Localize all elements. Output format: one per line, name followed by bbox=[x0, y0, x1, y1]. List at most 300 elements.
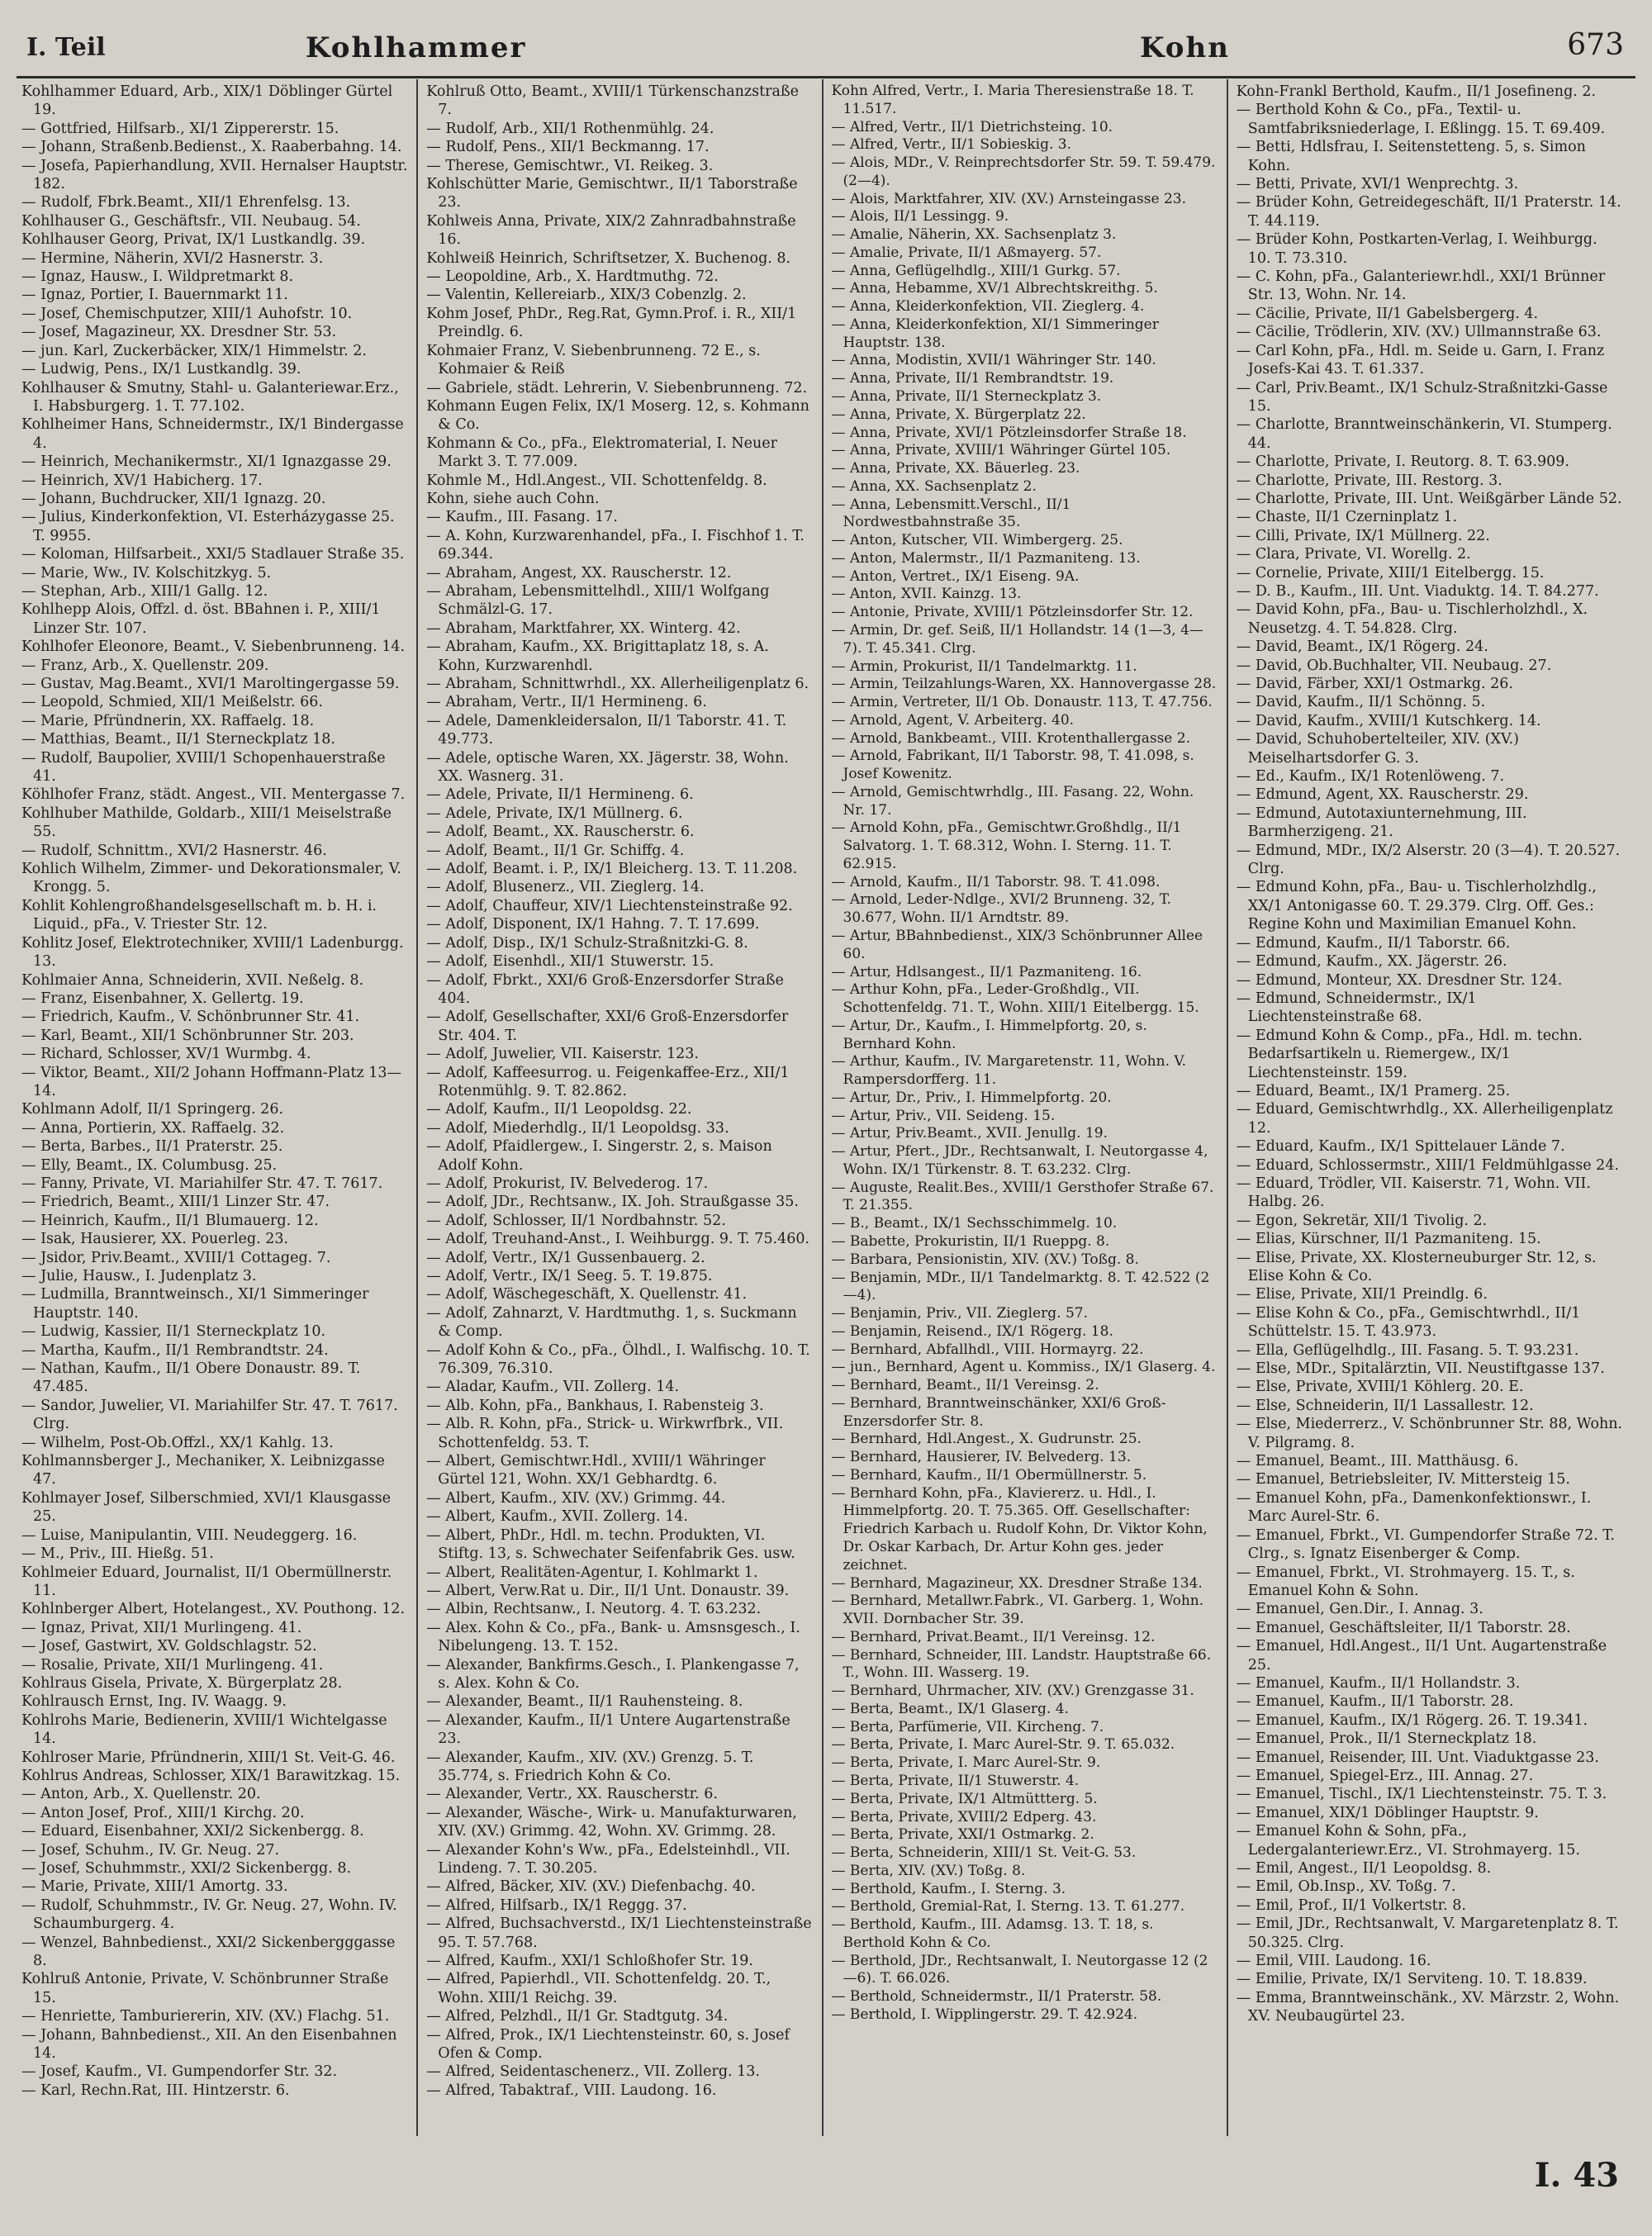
directory-entry: — Berta, Private, I. Marc Aurel-Str. 9. bbox=[831, 1754, 1101, 1772]
directory-entry: — Rudolf, Schnittm., XVI/2 Hasnerstr. 46. bbox=[21, 842, 327, 859]
directory-entry: — Alfred, Hilfsarb., IX/1 Reggg. 37. bbox=[426, 1897, 687, 1914]
directory-entry: — Berta, Private, XXI/1 Ostmarkg. 2. bbox=[831, 1826, 1094, 1844]
directory-entry: — Emanuel, Kaufm., II/1 Hollandstr. 3. bbox=[1236, 1674, 1521, 1692]
directory-entry: — Luise, Manipulantin, VIII. Neudeggerg. 16. bbox=[21, 1526, 358, 1544]
directory-entry: — Anna, Geflügelhdlg., XIII/1 Gurkg. 57. bbox=[831, 262, 1121, 279]
directory-entry: — Karl, Beamt., XII/1 Schönbrunner Str. 203. bbox=[21, 1027, 354, 1044]
directory-entry: — Julius, Kinderkonfektion, VI. Esterházygasse 25. T. 9955. bbox=[21, 509, 395, 544]
directory-entry: — Adolf, Juwelier, VII. Kaiserstr. 123. bbox=[426, 1046, 699, 1063]
directory-entry: — Charlotte, Branntweinschänkerin, VI. Stumperg. 44. bbox=[1236, 416, 1612, 452]
directory-entry: — Albert, Gemischtwr.Hdl., XVIII/1 Währinger Gürtel 121, Wohn. XX/1 Gebhardtg. 6. bbox=[426, 1453, 766, 1488]
directory-entry: — jun. Karl, Zuckerbäcker, XIX/1 Himmelstr. 2. bbox=[21, 342, 367, 359]
directory-entry: — Antonie, Private, XVIII/1 Pötzleinsdorfer Str. 12. bbox=[831, 604, 1194, 621]
left-running-head: Kohlhammer bbox=[306, 31, 527, 64]
directory-entry: — Emanuel, XIX/1 Döblinger Hauptstr. 9. bbox=[1236, 1804, 1539, 1821]
directory-entry: — Heinrich, Mechanikermstr., XI/1 Ignazgasse 29. bbox=[21, 453, 392, 471]
directory-entry: — Berta, XIV. (XV.) Toßg. 8. bbox=[831, 1862, 1026, 1879]
directory-columns bbox=[17, 79, 1631, 2136]
directory-entry: — Edmund Kohn & Comp., pFa., Hdl. m. techn. Bedarfsartikeln u. Riemergew., IX/1 Liechtensteinstr. 159. bbox=[1236, 1027, 1583, 1081]
directory-entry: — Richard, Schlosser, XV/1 Wurmbg. 4. bbox=[21, 1046, 311, 1063]
directory-entry: — Edmund, Monteur, XX. Dresdner Str. 124. bbox=[1236, 971, 1563, 989]
column-1 bbox=[17, 79, 416, 2136]
directory-entry: — Anna, Private, II/1 Rembrandtstr. 19. bbox=[831, 370, 1114, 387]
directory-entry: — Anna, Portierin, XX. Raffaelg. 32. bbox=[21, 1119, 285, 1137]
directory-entry: — B., Beamt., IX/1 Sechsschimmelg. 10. bbox=[831, 1215, 1118, 1232]
directory-entry: — Julie, Hausw., I. Judenplatz 3. bbox=[21, 1268, 257, 1284]
directory-entry: — Rudolf, Fbrk.Beamt., XII/1 Ehrenfelsg. 13. bbox=[21, 194, 351, 211]
directory-entry: — Armin, Dr. gef. Seiß, II/1 Hollandstr. 14 (1—3, 4—7). T. 45.341. Clrg. bbox=[831, 621, 1203, 657]
right-running-head: Kohn bbox=[1140, 31, 1230, 64]
directory-entry: — Artur, Pfert., JDr., Rechtsanwalt, I. Neutorgasse 4, Wohn. IX/1 Türkenstr. 8. T. 63.232. Clrg. bbox=[831, 1143, 1208, 1178]
directory-entry: — Armin, Prokurist, II/1 Tandelmarktg. 11. bbox=[831, 658, 1137, 675]
directory-entry: — Alfred, Papierhdl., VII. Schottenfeldg. 20. T., Wohn. XIII/1 Reichg. 39. bbox=[426, 1971, 771, 2006]
directory-entry: — Anna, Lebensmitt.Verschl., II/1 Nordwestbahnstraße 35. bbox=[831, 496, 1071, 531]
directory-entry: — Alfred, Kaufm., XXI/1 Schloßhofer Str. 19. bbox=[426, 1953, 753, 1970]
directory-entry: — David, Ob.Buchhalter, VII. Neubaug. 27. bbox=[1236, 657, 1552, 674]
directory-entry: — David, Schuhobertelteiler, XIV. (XV.) Meiselhartsdorfer G. 3. bbox=[1236, 731, 1519, 767]
directory-entry: — Clara, Private, VI. Worellg. 2. bbox=[1236, 546, 1471, 563]
directory-entry: — Berta, Beamt., IX/1 Glaserg. 4. bbox=[831, 1700, 1069, 1717]
directory-entry: — Berthold Kohn & Co., pFa., Textil- u. Samtfabriksniederlage, I. Eßlingg. 15. T. 69.409. bbox=[1236, 102, 1606, 137]
directory-entry: — Adele, Damenkleidersalon, II/1 Taborstr. 41. T. 49.773. bbox=[426, 712, 787, 748]
directory-entry: — Rudolf, Schuhmmstr., IV. Gr. Neug. 27, Wohn. IV. Schaumburgerg. 4. bbox=[21, 1897, 397, 1933]
directory-entry: — Chaste, II/1 Czerninplatz 1. bbox=[1236, 509, 1458, 526]
directory-entry: — Ludmilla, Branntweinsch., XI/1 Simmeringer Hauptstr. 140. bbox=[21, 1286, 369, 1322]
directory-entry: — Adolf, Beamt., II/1 Gr. Schiffg. 4. bbox=[426, 842, 685, 859]
directory-entry: — Kaufm., III. Fasang. 17. bbox=[426, 509, 618, 526]
directory-entry: — Viktor, Beamt., XII/2 Johann Hoffmann-Platz 13—14. bbox=[21, 1064, 402, 1099]
directory-entry: Kohmann Eugen Felix, IX/1 Moserg. 12, s. Kohmann & Co. bbox=[426, 397, 809, 434]
directory-entry: Kohlmeier Eduard, Journalist, II/1 Obermüllnerstr. 11. bbox=[21, 1564, 392, 1599]
directory-entry: — Benjamin, MDr., II/1 Tandelmarktg. 8. T. 42.522 (2—4). bbox=[831, 1269, 1210, 1304]
directory-entry: Kohn Alfred, Vertr., I. Maria Theresienstraße 18. T. 11.517. bbox=[831, 83, 1194, 117]
directory-entry: Kohmaier Franz, V. Siebenbrunneng. 72 E., s. Kohmaier & Reiß bbox=[426, 342, 761, 378]
directory-entry: Kohlnberger Albert, Hotelangest., XV. Pouthong. 12. bbox=[21, 1601, 406, 1618]
directory-entry: — Charlotte, Private, III. Unt. Weißgärber Lände 52. bbox=[1236, 490, 1622, 507]
directory-entry: — Adolf, Beamt. i. P., IX/1 Bleicherg. 13. T. 11.208. bbox=[426, 861, 798, 878]
directory-entry: — Emanuel, Fbrkt., VI. Gumpendorfer Straße 72. T. Clrg., s. Ignatz Eisenberger & Comp. bbox=[1236, 1526, 1615, 1563]
directory-entry: Kohlmayer Josef, Silberschmied, XVI/1 Klausgasse 25. bbox=[21, 1489, 392, 1526]
directory-entry: — Else, Private, XVIII/1 Köhlerg. 20. E. bbox=[1236, 1379, 1524, 1396]
directory-entry: — Eduard, Schlossermstr., XIII/1 Feldmühlgasse 24. bbox=[1236, 1156, 1620, 1174]
directory-entry: — Albert, PhDr., Hdl. m. techn. Produkten, VI. Stiftg. 13, s. Schwechater Seifenfabrik Ges. usw. bbox=[426, 1526, 795, 1563]
directory-entry: — Berta, Private, I. Marc Aurel-Str. 9. T. 65.032. bbox=[831, 1736, 1175, 1754]
directory-entry: — Friedrich, Beamt., XIII/1 Linzer Str. 47. bbox=[21, 1194, 330, 1211]
directory-entry: — Albert, Kaufm., XIV. (XV.) Grimmg. 44. bbox=[426, 1489, 726, 1507]
directory-entry: — Anna, Private, II/1 Sterneckplatz 3. bbox=[831, 388, 1102, 406]
directory-entry: — Friedrich, Kaufm., V. Schönbrunner Str. 41. bbox=[21, 1009, 360, 1026]
directory-entry: — Emilie, Private, IX/1 Serviteng. 10. T. 18.839. bbox=[1236, 1971, 1588, 1988]
directory-entry: Kohlruß Otto, Beamt., XVIII/1 Türkenschanzstraße 7. bbox=[426, 83, 799, 119]
directory-entry: — Anton, XVII. Kainzg. 13. bbox=[831, 586, 1022, 603]
directory-entry: — Adolf, Blusenerz., VII. Zieglerg. 14. bbox=[426, 879, 705, 896]
directory-entry: — Berthold, Schneidermstr., II/1 Praterstr. 58. bbox=[831, 1988, 1162, 2006]
directory-entry: — Artur, Hdlsangest., II/1 Pazmaniteng. 16. bbox=[831, 963, 1142, 980]
directory-entry: Köhlhofer Franz, städt. Angest., VII. Mentergasse 7. bbox=[21, 786, 406, 804]
directory-entry: — Arnold, Bankbeamt., VIII. Krotenthallergasse 2. bbox=[831, 729, 1190, 747]
directory-entry: — Benjamin, Priv., VII. Zieglerg. 57. bbox=[831, 1305, 1088, 1322]
directory-entry: — Adolf, Prokurist, IV. Belvederog. 17. bbox=[426, 1175, 709, 1192]
directory-entry: — Adolf, Treuhand-Anst., I. Weihburgg. 9. T. 75.460. bbox=[426, 1231, 810, 1248]
directory-entry: — Bernhard, Kaufm., II/1 Obermüllnerstr. 5. bbox=[831, 1466, 1147, 1484]
directory-entry: Kohlhofer Eleonore, Beamt., V. Siebenbrunneng. 14. bbox=[21, 639, 406, 656]
directory-entry: — Abraham, Kaufm., XX. Brigittaplatz 18, s. A. Kohn, Kurzwarenhdl. bbox=[426, 639, 769, 674]
directory-entry: — Alfred, Bäcker, XIV. (XV.) Diefenbachg. 40. bbox=[426, 1878, 756, 1896]
directory-entry: — Amalie, Private, II/1 Aßmayerg. 57. bbox=[831, 244, 1102, 261]
directory-entry: — Stephan, Arb., XIII/1 Gallg. 12. bbox=[21, 582, 268, 600]
directory-entry: — Anton, Arb., X. Quellenstr. 20. bbox=[21, 1786, 261, 1803]
directory-entry: — Abraham, Vertr., II/1 Hermineng. 6. bbox=[426, 694, 707, 711]
directory-entry: — Emanuel, Betriebsleiter, IV. Mittersteig 15. bbox=[1236, 1471, 1570, 1488]
directory-entry: — Leopoldine, Arb., X. Hardtmuthg. 72. bbox=[426, 268, 719, 286]
directory-entry: Kohlmann Adolf, II/1 Springerg. 26. bbox=[21, 1101, 284, 1118]
directory-entry: — Cäcilie, Trödlerin, XIV. (XV.) Ullmannstraße 63. bbox=[1236, 324, 1602, 341]
directory-entry: — Nathan, Kaufm., II/1 Obere Donaustr. 89. T. 47.485. bbox=[21, 1360, 361, 1396]
directory-entry: — Heinrich, Kaufm., II/1 Blumauerg. 12. bbox=[21, 1212, 319, 1229]
directory-entry: — Berta, Schneiderin, XIII/1 St. Veit-G. 53. bbox=[831, 1844, 1137, 1862]
directory-entry: — Edmund, Schneidermstr., IX/1 Liechtensteinstraße 68. bbox=[1236, 990, 1477, 1026]
directory-entry: — Arnold, Leder-Ndlge., XVI/2 Brunneng. 32, T. 30.677, Wohn. II/1 Arndtstr. 89. bbox=[831, 891, 1172, 927]
directory-entry: — David, Kaufm., XVIII/1 Kutschkerg. 14. bbox=[1236, 712, 1541, 729]
directory-entry: — Egon, Sekretär, XII/1 Tivolig. 2. bbox=[1236, 1212, 1488, 1229]
directory-entry: — Artur, BBahnbedienst., XIX/3 Schönbrunner Allee 60. bbox=[831, 927, 1203, 962]
directory-entry: — Betti, Private, XVI/1 Wenprechtg. 3. bbox=[1236, 176, 1519, 193]
directory-entry: — Bernhard, Branntweinschänker, XXI/6 Groß-Enzersdorfer Str. 8. bbox=[831, 1394, 1166, 1430]
directory-entry: — Gottfried, Hilfsarb., XI/1 Zippererstr. 15. bbox=[21, 120, 339, 137]
directory-entry: — Adolf, Eisenhdl., XII/1 Stuwerstr. 15. bbox=[426, 953, 714, 971]
directory-entry: — David, Beamt., IX/1 Rögerg. 24. bbox=[1236, 639, 1488, 656]
directory-entry: — David Kohn, pFa., Bau- u. Tischlerholzhdl., X. Neusetzg. 4. T. 54.828. Clrg. bbox=[1236, 601, 1588, 637]
directory-entry: — Amalie, Näherin, XX. Sachsenplatz 3. bbox=[831, 226, 1117, 244]
directory-entry: Kohlhuber Mathilde, Goldarb., XIII/1 Meiselstraße 55. bbox=[21, 805, 392, 841]
directory-entry: — Abraham, Angest, XX. Rauscherstr. 12. bbox=[426, 564, 732, 582]
directory-entry: — Marie, Pfründnerin, XX. Raffaelg. 18. bbox=[21, 712, 315, 729]
directory-entry: Kohn-Frankl Berthold, Kaufm., II/1 Josefineng. 2. bbox=[1236, 83, 1597, 100]
directory-entry: — Marie, Private, XIII/1 Amortg. 33. bbox=[21, 1878, 288, 1896]
directory-entry: — Emil, Prof., II/1 Volkertstr. 8. bbox=[1236, 1897, 1466, 1914]
directory-entry: — Adolf, Vertr., IX/1 Seeg. 5. T. 19.875. bbox=[426, 1268, 713, 1284]
column-4 bbox=[1227, 79, 1631, 2136]
directory-entry: — Berta, Barbes., II/1 Praterstr. 25. bbox=[21, 1138, 283, 1156]
directory-entry: — Emil, VIII. Laudong. 16. bbox=[1236, 1953, 1431, 1970]
directory-entry: — Emanuel, Geschäftsleiter, II/1 Taborstr. 28. bbox=[1236, 1619, 1571, 1636]
directory-entry: — Alois, II/1 Lessingg. 9. bbox=[831, 208, 1009, 225]
directory-entry: — Gustav, Mag.Beamt., XVI/1 Maroltingergasse 59. bbox=[21, 676, 400, 692]
directory-entry: — Edmund, Autotaxiunternehmung, III. Barmherzigeng. 21. bbox=[1236, 805, 1527, 841]
directory-entry: Kohlhauser G., Geschäftsfr., VII. Neubaug. 54. bbox=[21, 212, 361, 230]
directory-entry: — Matthias, Beamt., II/1 Sterneckplatz 18. bbox=[21, 731, 335, 748]
directory-entry: — Berta, Private, XVIII/2 Edperg. 43. bbox=[831, 1808, 1097, 1825]
directory-entry: — Eduard, Eisenbahner, XXI/2 Sickenbergg. 8. bbox=[21, 1823, 364, 1840]
directory-entry: Kohlweiß Heinrich, Schriftsetzer, X. Buchenog. 8. bbox=[426, 249, 791, 267]
directory-entry: — Henriette, Tamburiererin, XIV. (XV.) Flachg. 51. bbox=[21, 2008, 390, 2025]
directory-entry: — Emanuel, Hdl.Angest., II/1 Unt. Augartenstraße 25. bbox=[1236, 1638, 1607, 1673]
page-number: 673 bbox=[1567, 28, 1624, 62]
directory-entry: Kohlhammer Eduard, Arb., XIX/1 Döblinger Gürtel 19. bbox=[21, 83, 393, 119]
directory-entry: Kohlheimer Hans, Schneidermstr., IX/1 Bindergasse 4. bbox=[21, 416, 404, 452]
directory-entry: — Berthold, Gremial-Rat, I. Sterng. 13. T. 61.277. bbox=[831, 1898, 1185, 1916]
directory-entry: — Adolf, Zahnarzt, V. Hardtmuthg. 1, s. Suckmann & Comp. bbox=[426, 1304, 797, 1341]
directory-entry: — Alfred, Seidentaschenerz., VII. Zollerg. 13. bbox=[426, 2063, 760, 2081]
directory-entry: — Adolf, Schlosser, II/1 Nordbahnstr. 52. bbox=[426, 1212, 726, 1229]
directory-entry: — Anton, Kutscher, VII. Wimbergerg. 25. bbox=[831, 532, 1123, 549]
directory-entry: — Koloman, Hilfsarbeit., XXI/5 Stadlauer Straße 35. bbox=[21, 546, 405, 563]
directory-entry: — Betti, Hdlsfrau, I. Seitenstetteng. 5, s. Simon Kohn. bbox=[1236, 139, 1586, 174]
directory-entry: — Edmund, Kaufm., II/1 Taborstr. 66. bbox=[1236, 934, 1511, 952]
directory-entry: — Adolf, Beamt., XX. Rauscherstr. 6. bbox=[426, 824, 695, 841]
directory-entry: — Emanuel, Tischl., IX/1 Liechtensteinstr. 75. T. 3. bbox=[1236, 1786, 1607, 1803]
directory-entry: — Elias, Kürschner, II/1 Pazmaniteng. 15. bbox=[1236, 1231, 1541, 1248]
directory-entry: — Abraham, Marktfahrer, XX. Winterg. 42. bbox=[426, 620, 741, 637]
directory-entry: — Johann, Buchdrucker, XII/1 Ignazg. 20. bbox=[21, 490, 326, 507]
directory-entry: — Alois, MDr., V. Reinprechtsdorfer Str. 59. T. 59.479. (2—4). bbox=[831, 154, 1216, 189]
directory-entry: — Arnold, Kaufm., II/1 Taborstr. 98. T. 41.098. bbox=[831, 873, 1161, 890]
directory-entry: — Eduard, Beamt., IX/1 Pramerg. 25. bbox=[1236, 1082, 1511, 1099]
directory-entry: — David, Färber, XXI/1 Ostmarkg. 26. bbox=[1236, 676, 1513, 692]
directory-entry: — Carl Kohn, pFa., Hdl. m. Seide u. Garn, I. Franz Josefs-Kai 43. T. 61.337. bbox=[1236, 342, 1605, 378]
directory-entry: Kohmle M., Hdl.Angest., VII. Schottenfeldg. 8. bbox=[426, 472, 767, 489]
directory-entry: — Elly, Beamt., IX. Columbusg. 25. bbox=[21, 1156, 278, 1174]
directory-entry: — Artur, Dr., Kaufm., I. Himmelpfortg. 20, s. Bernhard Kohn. bbox=[831, 1017, 1147, 1052]
directory-entry: Kohlhepp Alois, Offzl. d. öst. BBahnen i. P., XIII/1 Linzer Str. 107. bbox=[21, 601, 381, 637]
directory-entry: — Emma, Branntweinschänk., XV. Märzstr. 2, Wohn. XV. Neubaugürtel 23. bbox=[1236, 1989, 1620, 2025]
directory-entry: — Eduard, Gemischtwrhdlg., XX. Allerheiligenplatz 12. bbox=[1236, 1101, 1613, 1137]
directory-entry: — Ignaz, Portier, I. Bauernmarkt 11. bbox=[21, 287, 288, 304]
directory-entry: — Alb. Kohn, pFa., Bankhaus, I. Rabensteig 3. bbox=[426, 1397, 764, 1414]
directory-entry: — Alex. Kohn & Co., pFa., Bank- u. Amsnsgesch., I. Nibelungeng. 13. T. 152. bbox=[426, 1619, 800, 1655]
directory-entry: — Anna, Private, X. Bürgerplatz 22. bbox=[831, 406, 1086, 423]
directory-entry: Kohlitz Josef, Elektrotechniker, XVIII/1 Ladenburgg. 13. bbox=[21, 934, 404, 971]
directory-entry: — Ella, Geflügelhdlg., III. Fasang. 5. T. 93.231. bbox=[1236, 1341, 1579, 1359]
directory-entry: — Anna, Kleiderkonfektion, VII. Zieglerg. 4. bbox=[831, 298, 1145, 316]
directory-entry: — Alexander, Beamt., II/1 Rauhensteing. 8. bbox=[426, 1693, 743, 1711]
directory-entry: — Adolf, Kaufm., II/1 Leopoldsg. 22. bbox=[426, 1101, 692, 1118]
directory-entry: — Artur, Dr., Priv., I. Himmelpfortg. 20. bbox=[831, 1089, 1112, 1106]
directory-entry: Kohlrohs Marie, Bedienerin, XVIII/1 Wichtelgasse 14. bbox=[21, 1711, 387, 1748]
directory-entry: — Abraham, Schnittwrhdl., XX. Allerheiligenplatz 6. bbox=[426, 676, 809, 692]
directory-entry: — Elise, Private, XX. Klosterneuburger Str. 12, s. Elise Kohn & Co. bbox=[1236, 1249, 1597, 1284]
directory-entry: — Josefa, Papierhandlung, XVII. Hernalser Hauptstr. 182. bbox=[21, 157, 408, 193]
directory-entry: — Berthold, Kaufm., III. Adamsg. 13. T. 18, s. Berthold Kohn & Co. bbox=[831, 1916, 1154, 1951]
directory-entry: — Bernhard, Abfallhdl., VIII. Hormayrg. 22. bbox=[831, 1341, 1144, 1358]
signature-mark: I. 43 bbox=[1534, 2156, 1619, 2195]
directory-entry: Kohlhauser & Smutny, Stahl- u. Galanteriewar.Erz., I. Habsburgerg. 1. T. 77.102. bbox=[21, 379, 399, 415]
directory-entry: — Eduard, Kaufm., IX/1 Spittelauer Lände 7. bbox=[1236, 1138, 1565, 1156]
directory-entry: — Arnold, Agent, V. Arbeiterg. 40. bbox=[831, 711, 1075, 729]
directory-entry: Kohlmannsberger J., Mechaniker, X. Leibnizgasse 47. bbox=[21, 1453, 385, 1488]
directory-entry: — Arthur Kohn, pFa., Leder-Großhdlg., VII. Schottenfeldg. 71. T., Wohn. XIII/1 Eitelbergg. 15. bbox=[831, 981, 1199, 1017]
directory-entry: — Berthold, Kaufm., I. Sterng. 3. bbox=[831, 1880, 1066, 1897]
directory-entry: — Brüder Kohn, Postkarten-Verlag, I. Weihburgg. 10. T. 73.310. bbox=[1236, 231, 1597, 267]
directory-entry: — Berta, Parfümerie, VII. Kircheng. 7. bbox=[831, 1718, 1104, 1735]
directory-entry: — Aladar, Kaufm., VII. Zollerg. 14. bbox=[426, 1379, 680, 1396]
directory-entry: — Adolf, Fbrkt., XXI/6 Groß-Enzersdorfer Straße 404. bbox=[426, 971, 784, 1007]
directory-entry: — Karl, Rechn.Rat, III. Hintzerstr. 6. bbox=[21, 2082, 290, 2099]
directory-entry: — Cilli, Private, IX/1 Müllnerg. 22. bbox=[1236, 527, 1490, 544]
directory-entry: — Emanuel, Spiegel-Erz., III. Annag. 27. bbox=[1236, 1767, 1534, 1784]
directory-entry: — Emanuel, Gen.Dir., I. Annag. 3. bbox=[1236, 1601, 1483, 1618]
directory-entry: — Josef, Gastwirt, XV. Goldschlagstr. 52. bbox=[21, 1638, 317, 1655]
directory-entry: Kohlrausch Ernst, Ing. IV. Waagg. 9. bbox=[21, 1693, 287, 1711]
directory-entry: — Emanuel, Fbrkt., VI. Strohmayerg. 15. T., s. Emanuel Kohn & Sohn. bbox=[1236, 1564, 1575, 1599]
directory-entry: — Elise Kohn & Co., pFa., Gemischtwrhdl., II/1 Schüttelstr. 15. T. 43.973. bbox=[1236, 1304, 1581, 1341]
directory-entry: — Alexander, Vertr., XX. Rauscherstr. 6. bbox=[426, 1786, 718, 1803]
directory-entry: — Berthold, JDr., Rechtsanwalt, I. Neutorgasse 12 (2—6). T. 66.026. bbox=[831, 1952, 1208, 1987]
directory-entry: — Sandor, Juwelier, VI. Mariahilfer Str. 47. T. 7617. Clrg. bbox=[21, 1397, 398, 1433]
directory-entry: — Bernhard, Hausierer, IV. Belvederg. 13. bbox=[831, 1449, 1132, 1466]
directory-entry: — Isak, Hausierer, XX. Pouerleg. 23. bbox=[21, 1231, 289, 1248]
directory-entry: — Arnold Kohn, pFa., Gemischtwr.Großhdlg., II/1 Salvatorg. 1. T. 68.312, Wohn. I. Sterng. 11. T. 62.915. bbox=[831, 819, 1182, 872]
directory-entry: — Anton Josef, Prof., XIII/1 Kirchg. 20. bbox=[21, 1804, 305, 1821]
directory-entry: — Hermine, Näherin, XVI/2 Hasnerstr. 3. bbox=[21, 249, 324, 267]
directory-entry: — Berthold, I. Wipplingerstr. 29. T. 42.924. bbox=[831, 2006, 1138, 2023]
directory-entry: — Bernhard, Magazineur, XX. Dresdner Straße 134. bbox=[831, 1574, 1203, 1592]
directory-entry: — Adolf, Gesellschafter, XXI/6 Groß-Enzersdorfer Str. 404. T. bbox=[426, 1009, 789, 1044]
directory-entry: — Emanuel, Reisender, III. Unt. Viaduktgasse 23. bbox=[1236, 1749, 1599, 1766]
directory-entry: — Franz, Arb., X. Quellenstr. 209. bbox=[21, 657, 269, 674]
directory-entry: — Franz, Eisenbahner, X. Gellertg. 19. bbox=[21, 990, 304, 1007]
directory-entry: — Adolf, Miederhdlg., II/1 Leopoldsg. 33. bbox=[426, 1119, 729, 1137]
directory-entry: Kohlruß Antonie, Private, V. Schönbrunner Straße 15. bbox=[21, 1971, 389, 2006]
directory-entry: — Emanuel, Beamt., III. Matthäusg. 6. bbox=[1236, 1453, 1519, 1470]
directory-entry: — Else, Miederrerz., V. Schönbrunner Str. 88, Wohn. V. Pilgramg. 8. bbox=[1236, 1416, 1623, 1451]
directory-entry: — Emanuel Kohn & Sohn, pFa., Ledergalanteriewr.Erz., VI. Strohmayerg. 15. bbox=[1236, 1823, 1580, 1859]
directory-entry: — Ed., Kaufm., IX/1 Rotenlöweng. 7. bbox=[1236, 768, 1505, 786]
directory-entry: — Abraham, Lebensmittelhdl., XIII/1 Wolfgang Schmälzl-G. 17. bbox=[426, 582, 770, 619]
directory-entry: — Josef, Magazineur, XX. Dresdner Str. 53. bbox=[21, 324, 337, 341]
directory-entry: — Adolf, JDr., Rechtsanw., IX. Joh. Straußgasse 35. bbox=[426, 1194, 799, 1211]
directory-entry: — Rudolf, Pens., XII/1 Beckmanng. 17. bbox=[426, 139, 710, 156]
directory-entry: Kohlhauser Georg, Privat, IX/1 Lustkandlg. 39. bbox=[21, 231, 366, 249]
directory-entry: — Alfred, Vertr., II/1 Sobieskig. 3. bbox=[831, 136, 1072, 154]
directory-entry: — Alfred, Tabaktraf., VIII. Laudong. 16. bbox=[426, 2082, 717, 2099]
directory-entry: — Ludwig, Kassier, II/1 Sterneckplatz 10. bbox=[21, 1323, 326, 1341]
directory-entry: — M., Priv., III. Hießg. 51. bbox=[21, 1545, 214, 1563]
directory-entry: — Armin, Vertreter, II/1 Ob. Donaustr. 113, T. 47.756. bbox=[831, 694, 1213, 711]
directory-entry: — Johann, Bahnbedienst., XII. An den Eisenbahnen 14. bbox=[21, 2026, 397, 2063]
directory-entry: — Emanuel, Prok., II/1 Sterneckplatz 18. bbox=[1236, 1730, 1537, 1748]
directory-entry: — Artur, Priv., VII. Seideng. 15. bbox=[831, 1107, 1056, 1124]
directory-entry: — Anna, Private, XVI/1 Pötzleinsdorfer Straße 18. bbox=[831, 424, 1187, 441]
directory-entry: Kohlweis Anna, Private, XIX/2 Zahnradbahnstraße 16. bbox=[426, 212, 796, 249]
directory-entry: Kohm Josef, PhDr., Reg.Rat, Gymn.Prof. i. R., XII/1 Preindlg. 6. bbox=[426, 305, 797, 341]
directory-entry: — Charlotte, Private, I. Reutorg. 8. T. 63.909. bbox=[1236, 453, 1569, 471]
directory-entry: — Adolf, Vertr., IX/1 Gussenbauerg. 2. bbox=[426, 1249, 705, 1266]
directory-entry: — Wilhelm, Post-Ob.Offzl., XX/1 Kahlg. 13. bbox=[21, 1434, 334, 1451]
directory-entry: — Alexander, Bankfirms.Gesch., I. Plankengasse 7, s. Alex. Kohn & Co. bbox=[426, 1656, 800, 1692]
directory-entry: — Josef, Schuhm., IV. Gr. Neug. 27. bbox=[21, 1841, 280, 1859]
directory-entry: — Bernhard, Hdl.Angest., X. Gudrunstr. 25. bbox=[831, 1431, 1142, 1448]
directory-entry: — Alexander, Wäsche-, Wirk- u. Manufakturwaren, XIV. (XV.) Grimmg. 42, Wohn. XV. Grimmg. 28. bbox=[426, 1804, 797, 1840]
directory-entry: — Leopold, Schmied, XII/1 Meißelstr. 66. bbox=[21, 694, 323, 711]
directory-entry: — Adolf, Kaffeesurrog. u. Feigenkaffee-Erz., XII/1 Rotenmühlg. 9. T. 82.862. bbox=[426, 1064, 790, 1099]
directory-entry: — Bernhard, Schneider, III. Landstr. Hauptstraße 66. T., Wohn. III. Wasserg. 19. bbox=[831, 1646, 1212, 1682]
directory-entry: — Alfred, Prok., IX/1 Liechtensteinstr. 60, s. Josef Ofen & Comp. bbox=[426, 2026, 790, 2063]
directory-entry: — Adolf, Disp., IX/1 Schulz-Straßnitzki-G. 8. bbox=[426, 934, 748, 952]
directory-entry: — Rudolf, Baupolier, XVIII/1 Schopenhauerstraße 41. bbox=[21, 749, 386, 786]
directory-entry: — Josef, Chemischputzer, XIII/1 Auhofstr. 10. bbox=[21, 305, 353, 322]
page-header bbox=[17, 7, 1635, 81]
directory-entry: — Wenzel, Bahnbedienst., XXI/2 Sickenbergggasse 8. bbox=[21, 1934, 396, 1970]
directory-entry: — Adele, Private, IX/1 Müllnerg. 6. bbox=[426, 805, 683, 822]
section-label: I. Teil bbox=[26, 33, 106, 62]
directory-entry: — Alfred, Vertr., II/1 Dietrichsteing. 10. bbox=[831, 118, 1113, 135]
directory-entry: — Adolf, Wäschegeschäft, X. Quellenstr. 41. bbox=[426, 1286, 748, 1303]
directory-entry: — C. Kohn, pFa., Galanteriewr.hdl., XXI/1 Brünner Str. 13, Wohn. Nr. 14. bbox=[1236, 268, 1606, 304]
directory-entry: — Josef, Kaufm., VI. Gumpendorfer Str. 32. bbox=[21, 2063, 338, 2081]
directory-entry: — Marie, Ww., IV. Kolschitzkyg. 5. bbox=[21, 564, 272, 582]
directory-entry: — Adolf Kohn & Co., pFa., Ölhdl., I. Walfischg. 10. T. 76.309, 76.310. bbox=[426, 1341, 810, 1378]
directory-entry: — Elise, Private, XII/1 Preindlg. 6. bbox=[1236, 1286, 1488, 1303]
directory-entry: — Bernhard, Uhrmacher, XIV. (XV.) Grenzgasse 31. bbox=[831, 1683, 1194, 1700]
header-rule bbox=[17, 76, 1635, 78]
directory-entry: — Albin, Rechtsanw., I. Neutorg. 4. T. 63.232. bbox=[426, 1601, 762, 1618]
directory-entry: — Alexander Kohn's Ww., pFa., Edelsteinhdl., VII. Lindeng. 7. T. 30.205. bbox=[426, 1841, 790, 1877]
directory-entry: — Else, MDr., Spitalärztin, VII. Neustiftgasse 137. bbox=[1236, 1360, 1605, 1378]
directory-entry: Kohlraus Gisela, Private, X. Bürgerplatz 28. bbox=[21, 1674, 343, 1692]
directory-entry: — Adele, optische Waren, XX. Jägerstr. 38, Wohn. XX. Wasnerg. 31. bbox=[426, 749, 789, 786]
directory-entry: — Edmund, Kaufm., XX. Jägerstr. 26. bbox=[1236, 953, 1507, 971]
directory-entry: — Alois, Marktfahrer, XIV. (XV.) Arnsteingasse 23. bbox=[831, 190, 1186, 207]
directory-entry: — Armin, Teilzahlungs-Waren, XX. Hannovergasse 28. bbox=[831, 676, 1217, 693]
directory-entry: Kohn, siehe auch Cohn. bbox=[426, 490, 600, 507]
directory-entry: — Arnold, Fabrikant, II/1 Taborstr. 98, T. 41.098, s. Josef Kowenitz. bbox=[831, 748, 1194, 783]
directory-entry: — Berta, Private, II/1 Stuwerstr. 4. bbox=[831, 1772, 1080, 1789]
directory-entry: — Anna, XX. Sachsenplatz 2. bbox=[831, 477, 1037, 495]
directory-entry: — Gabriele, städt. Lehrerin, V. Siebenbrunneng. 72. bbox=[426, 379, 808, 396]
directory-entry: — Alexander, Kaufm., II/1 Untere Augartenstraße 23. bbox=[426, 1711, 790, 1748]
directory-entry: — Bernhard, Beamt., II/1 Vereinsg. 2. bbox=[831, 1377, 1099, 1394]
directory-entry: Kohmann & Co., pFa., Elektromaterial, I. Neuer Markt 3. T. 77.009. bbox=[426, 434, 778, 471]
directory-entry: — Rosalie, Private, XII/1 Murlingeng. 41. bbox=[21, 1656, 324, 1673]
directory-entry: — Ignaz, Privat, XII/1 Murlingeng. 41. bbox=[21, 1619, 302, 1636]
directory-entry: — David, Kaufm., II/1 Schönng. 5. bbox=[1236, 694, 1486, 711]
directory-entry: — Emil, JDr., Rechtsanwalt, V. Margaretenplatz 8. T. 50.325. Clrg. bbox=[1236, 1916, 1619, 1951]
directory-entry: — Anton, Vertret., IX/1 Eiseng. 9A. bbox=[831, 567, 1080, 585]
directory-entry: — Emil, Angest., II/1 Leopoldsg. 8. bbox=[1236, 1860, 1492, 1877]
directory-entry: — Heinrich, XV/1 Habicherg. 17. bbox=[21, 472, 263, 489]
directory-entry: — Jsidor, Priv.Beamt., XVIII/1 Cottageg. 7. bbox=[21, 1249, 331, 1266]
directory-entry: — Bernhard, Metallwr.Fabrk., VI. Garberg. 1, Wohn. XVII. Dornbacher Str. 39. bbox=[831, 1593, 1204, 1628]
directory-entry: — jun., Bernhard, Agent u. Kommiss., IX/1 Glaserg. 4. bbox=[831, 1359, 1216, 1376]
directory-entry: — Edmund Kohn, pFa., Bau- u. Tischlerholzhdlg., XX/1 Antonigasse 60. T. 29.379. Clrg. Off. Ges.: Regine Kohn und Maximilian Emanuel Kohn. bbox=[1236, 879, 1597, 933]
directory-entry: — Anton, Malermstr., II/1 Pazmaniteng. 13. bbox=[831, 549, 1141, 567]
directory-entry: Kohlit Kohlengroßhandelsgesellschaft m. b. H. i. Liquid., pFa., V. Triester Str. 12. bbox=[21, 897, 377, 933]
directory-entry: Kohlich Wilhelm, Zimmer- und Dekorationsmaler, V. Krongg. 5. bbox=[21, 861, 401, 896]
directory-entry: — Ignaz, Hausw., I. Wildpretmarkt 8. bbox=[21, 268, 294, 286]
directory-entry: Kohlmaier Anna, Schneiderin, XVII. Neßelg. 8. bbox=[21, 971, 364, 989]
directory-entry: — Alfred, Pelzhdl., II/1 Gr. Stadtgutg. 34. bbox=[426, 2008, 729, 2025]
directory-entry: — Edmund, MDr., IX/2 Alserstr. 20 (3—4). T. 20.527. Clrg. bbox=[1236, 842, 1621, 878]
directory-entry: — Albert, Realitäten-Agentur, I. Kohlmarkt 1. bbox=[426, 1564, 758, 1581]
directory-entry: — Adolf, Disponent, IX/1 Hahng. 7. T. 17.699. bbox=[426, 916, 760, 933]
directory-entry: — Therese, Gemischtwr., VI. Reikeg. 3. bbox=[426, 157, 714, 174]
directory-entry: — Emanuel, Kaufm., II/1 Taborstr. 28. bbox=[1236, 1693, 1514, 1711]
directory-entry: — Ludwig, Pens., IX/1 Lustkandlg. 39. bbox=[21, 361, 301, 378]
directory-entry: — D. B., Kaufm., III. Unt. Viaduktg. 14. T. 84.277. bbox=[1236, 582, 1599, 600]
directory-entry: — Cäcilie, Private, II/1 Gabelsbergerg. 4. bbox=[1236, 305, 1539, 322]
directory-entry: — A. Kohn, Kurzwarenhandel, pFa., I. Fischhof 1. T. 69.344. bbox=[426, 527, 805, 563]
directory-entry: — Albert, Verw.Rat u. Dir., II/1 Unt. Donaustr. 39. bbox=[426, 1582, 790, 1599]
directory-entry: — Alfred, Buchsachverstd., IX/1 Liechtensteinstraße 95. T. 57.768. bbox=[426, 1916, 812, 1951]
directory-entry: — Anna, Hebamme, XV/1 Albrechtskreithg. 5. bbox=[831, 280, 1158, 297]
column-3 bbox=[822, 79, 1227, 2136]
directory-entry: — Benjamin, Reisend., IX/1 Rögerg. 18. bbox=[831, 1322, 1113, 1340]
directory-entry: — Barbara, Pensionistin, XIV. (XV.) Toßg. 8. bbox=[831, 1251, 1139, 1268]
directory-entry: — Charlotte, Private, III. Restorg. 3. bbox=[1236, 472, 1502, 489]
directory-entry: — Auguste, Realit.Bes., XVIII/1 Gersthofer Straße 67. T. 21.355. bbox=[831, 1179, 1214, 1214]
directory-entry: — Emanuel, Kaufm., IX/1 Rögerg. 26. T. 19.341. bbox=[1236, 1711, 1588, 1729]
